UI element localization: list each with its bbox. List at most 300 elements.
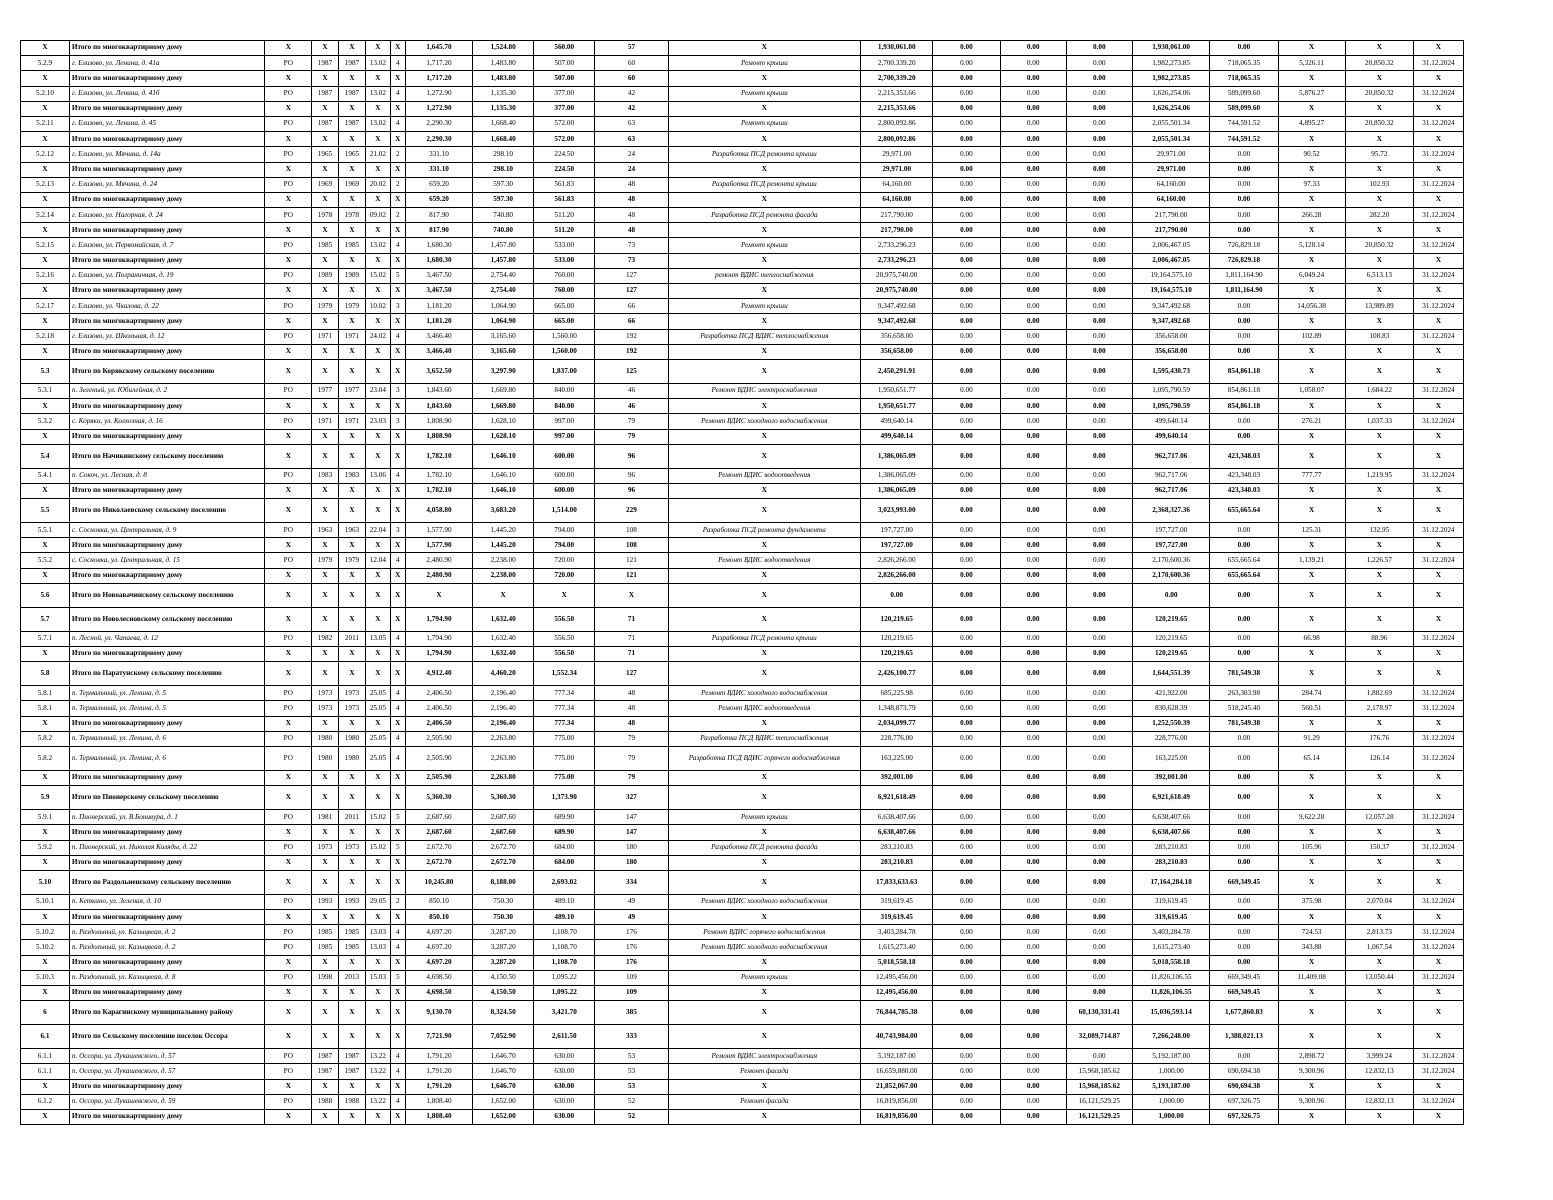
total-cost-cell: 392,001.00: [861, 770, 933, 785]
address-cell: Итого по многоквартирному дому: [69, 132, 265, 147]
row-number-cell: X: [21, 1079, 70, 1094]
residential-area-cell: 1,628.10: [473, 414, 534, 429]
residential-area-cell: 1,646.70: [473, 1064, 534, 1079]
roof-area-cell: 507.00: [534, 56, 595, 71]
deadline-cell: 31.12.2024: [1413, 701, 1463, 716]
total-area-cell: 659.20: [405, 177, 472, 192]
regional-funds-cell: 0.00: [1000, 468, 1066, 483]
federal-funds-cell: 0.00: [933, 177, 1000, 192]
total-area-cell: 1,782.10: [405, 444, 472, 468]
owner-type-cell: X: [265, 499, 312, 523]
other-funds-cell: 0.00: [1210, 344, 1278, 359]
regional-funds-cell: 0.00: [1000, 731, 1066, 746]
row-number-cell: 5.9: [21, 786, 70, 810]
deadline-cell: 31.12.2024: [1413, 208, 1463, 223]
other-funds-cell: 0.00: [1210, 731, 1278, 746]
federal-funds-cell: 0.00: [933, 716, 1000, 731]
row-number-cell: X: [21, 568, 70, 583]
climate-zone-cell: X: [366, 786, 390, 810]
residential-area-cell: 1,483.80: [473, 56, 534, 71]
residential-area-cell: 2,672.70: [473, 855, 534, 870]
residents-cell: 48: [595, 701, 668, 716]
row-number-cell: 5.2.17: [21, 299, 70, 314]
local-funds-cell: 0.00: [1066, 329, 1132, 344]
residential-area-cell: 597.30: [473, 192, 534, 207]
year-commissioned-cell: 1988: [338, 1094, 365, 1109]
total-cost-cell: 2,426,100.77: [861, 662, 933, 686]
address-cell: п. Раздольный, ул. Казыцвеая, д. 2: [69, 940, 265, 955]
owner-type-cell: X: [265, 132, 312, 147]
year-built-cell: X: [312, 662, 338, 686]
residents-cell: 192: [595, 329, 668, 344]
floors-cell: X: [390, 429, 405, 444]
residential-area-cell: 1,135.30: [473, 101, 534, 116]
deadline-cell: X: [1413, 132, 1463, 147]
unit-cost-cell: X: [1278, 132, 1345, 147]
owner-type-cell: РО: [265, 925, 312, 940]
owner-funds-cell: 6,921,618.49: [1132, 786, 1209, 810]
total-cost-cell: 319,619.45: [861, 894, 933, 909]
year-commissioned-cell: X: [338, 444, 365, 468]
row-number-cell: 5.8.1: [21, 701, 70, 716]
climate-zone-cell: 13.05: [366, 631, 390, 646]
roof-area-cell: 561.83: [534, 177, 595, 192]
floors-cell: 2: [390, 177, 405, 192]
residential-area-cell: 740.80: [473, 208, 534, 223]
floors-cell: 4: [390, 746, 405, 770]
max-unit-cost-cell: X: [1345, 770, 1413, 785]
work-type-cell: Ремонт крыши: [668, 238, 860, 253]
local-funds-cell: 0.00: [1066, 71, 1132, 86]
local-funds-cell: 0.00: [1066, 731, 1132, 746]
roof-area-cell: 1,837.00: [534, 359, 595, 383]
roof-area-cell: 1,095.22: [534, 986, 595, 1001]
unit-cost-cell: 9,300.96: [1278, 1064, 1345, 1079]
work-type-cell: X: [668, 770, 860, 785]
residential-area-cell: 2,196.40: [473, 686, 534, 701]
total-area-cell: 331.10: [405, 147, 472, 162]
residents-cell: 46: [595, 383, 668, 398]
total-area-cell: 3,466.40: [405, 344, 472, 359]
roof-area-cell: 840.00: [534, 383, 595, 398]
deadline-cell: 31.12.2024: [1413, 925, 1463, 940]
regional-funds-cell: 0.00: [1000, 359, 1066, 383]
year-commissioned-cell: 1985: [338, 238, 365, 253]
regional-funds-cell: 0.00: [1000, 870, 1066, 894]
owner-type-cell: РО: [265, 1064, 312, 1079]
other-funds-cell: 726,829.18: [1210, 238, 1278, 253]
year-built-cell: X: [312, 41, 338, 56]
unit-cost-cell: X: [1278, 71, 1345, 86]
work-type-cell: Разработка ПСД ВДИС теплоснабжения: [668, 731, 860, 746]
floors-cell: X: [390, 910, 405, 925]
table-row: [21, 329, 1464, 344]
floors-cell: X: [390, 444, 405, 468]
climate-zone-cell: 22.04: [366, 523, 390, 538]
address-cell: Итого по многоквартирному дому: [69, 223, 265, 238]
climate-zone-cell: X: [366, 399, 390, 414]
work-type-cell: Ремонт крыши: [668, 810, 860, 825]
floors-cell: 5: [390, 840, 405, 855]
owner-type-cell: РО: [265, 414, 312, 429]
address-cell: Итого по многоквартирному дому: [69, 1109, 265, 1124]
other-funds-cell: 589,099.60: [1210, 101, 1278, 116]
year-built-cell: X: [312, 444, 338, 468]
year-built-cell: X: [312, 192, 338, 207]
residents-cell: 180: [595, 855, 668, 870]
address-cell: Итого по Корякскому сельскому поселению: [69, 359, 265, 383]
max-unit-cost-cell: 176.76: [1345, 731, 1413, 746]
other-funds-cell: 0.00: [1210, 810, 1278, 825]
max-unit-cost-cell: 108.83: [1345, 329, 1413, 344]
year-built-cell: 1985: [312, 940, 338, 955]
federal-funds-cell: 0.00: [933, 746, 1000, 770]
deadline-cell: 31.12.2024: [1413, 299, 1463, 314]
unit-cost-cell: X: [1278, 825, 1345, 840]
owner-type-cell: X: [265, 910, 312, 925]
year-commissioned-cell: 1978: [338, 208, 365, 223]
federal-funds-cell: 0.00: [933, 444, 1000, 468]
residential-area-cell: 1,457.80: [473, 238, 534, 253]
climate-zone-cell: 24.02: [366, 329, 390, 344]
year-commissioned-cell: X: [338, 716, 365, 731]
table-row: [21, 970, 1464, 985]
owner-type-cell: X: [265, 662, 312, 686]
deadline-cell: 31.12.2024: [1413, 86, 1463, 101]
work-type-cell: Ремонт крыши: [668, 86, 860, 101]
year-commissioned-cell: 1987: [338, 1049, 365, 1064]
work-type-cell: X: [668, 568, 860, 583]
climate-zone-cell: 13.02: [366, 116, 390, 131]
climate-zone-cell: X: [366, 101, 390, 116]
row-number-cell: 5.8.2: [21, 731, 70, 746]
unit-cost-cell: 105.96: [1278, 840, 1345, 855]
other-funds-cell: 655,665.64: [1210, 568, 1278, 583]
residential-area-cell: 5,360.30: [473, 786, 534, 810]
total-area-cell: 4,912.40: [405, 662, 472, 686]
work-type-cell: X: [668, 910, 860, 925]
roof-area-cell: 533.00: [534, 238, 595, 253]
row-number-cell: 5.2.13: [21, 177, 70, 192]
year-commissioned-cell: 1980: [338, 746, 365, 770]
federal-funds-cell: 0.00: [933, 910, 1000, 925]
address-cell: п. Оссора, ул. Лукашевского, д. 57: [69, 1049, 265, 1064]
residential-area-cell: 2,754.40: [473, 268, 534, 283]
residential-area-cell: 1,632.40: [473, 607, 534, 631]
house-total-row: [21, 132, 1464, 147]
roof-area-cell: 794.00: [534, 523, 595, 538]
owner-type-cell: X: [265, 192, 312, 207]
local-funds-cell: 0.00: [1066, 177, 1132, 192]
floors-cell: 4: [390, 1064, 405, 1079]
unit-cost-cell: X: [1278, 986, 1345, 1001]
row-number-cell: X: [21, 825, 70, 840]
residential-area-cell: 1,445.20: [473, 538, 534, 553]
local-funds-cell: 0.00: [1066, 414, 1132, 429]
total-cost-cell: 64,160.00: [861, 192, 933, 207]
owner-funds-cell: 1,615,273.40: [1132, 940, 1209, 955]
owner-funds-cell: 120,219.65: [1132, 647, 1209, 662]
regional-funds-cell: 0.00: [1000, 86, 1066, 101]
residents-cell: 71: [595, 607, 668, 631]
max-unit-cost-cell: 150.37: [1345, 840, 1413, 855]
roof-area-cell: 2,693.02: [534, 870, 595, 894]
other-funds-cell: 0.00: [1210, 607, 1278, 631]
owner-type-cell: РО: [265, 268, 312, 283]
regional-funds-cell: 0.00: [1000, 41, 1066, 56]
floors-cell: 4: [390, 925, 405, 940]
unit-cost-cell: 102.89: [1278, 329, 1345, 344]
year-built-cell: X: [312, 359, 338, 383]
residents-cell: 147: [595, 810, 668, 825]
residents-cell: 96: [595, 483, 668, 498]
address-cell: Итого по Раздольненскому сельскому поселению: [69, 870, 265, 894]
year-commissioned-cell: 1993: [338, 894, 365, 909]
residents-cell: 53: [595, 1049, 668, 1064]
other-funds-cell: 744,591.52: [1210, 116, 1278, 131]
climate-zone-cell: X: [366, 359, 390, 383]
roof-area-cell: 377.00: [534, 86, 595, 101]
floors-cell: X: [390, 662, 405, 686]
work-type-cell: Разработка ПСД ремонта крыши: [668, 177, 860, 192]
local-funds-cell: 16,121,529.25: [1066, 1109, 1132, 1124]
year-built-cell: X: [312, 870, 338, 894]
row-number-cell: X: [21, 647, 70, 662]
year-built-cell: X: [312, 429, 338, 444]
row-number-cell: X: [21, 910, 70, 925]
total-area-cell: 1,808.90: [405, 414, 472, 429]
floors-cell: X: [390, 955, 405, 970]
year-commissioned-cell: X: [338, 955, 365, 970]
deadline-cell: X: [1413, 483, 1463, 498]
total-area-cell: 2,406.50: [405, 686, 472, 701]
table-row: [21, 208, 1464, 223]
house-total-row: [21, 825, 1464, 840]
residential-area-cell: 4,150.50: [473, 986, 534, 1001]
deadline-cell: 31.12.2024: [1413, 523, 1463, 538]
residents-cell: 48: [595, 208, 668, 223]
section-total-row: [21, 499, 1464, 523]
other-funds-cell: 0.00: [1210, 41, 1278, 56]
regional-funds-cell: 0.00: [1000, 177, 1066, 192]
regional-funds-cell: 0.00: [1000, 894, 1066, 909]
address-cell: Итого по многоквартирному дому: [69, 825, 265, 840]
year-built-cell: 1987: [312, 56, 338, 71]
owner-funds-cell: 392,001.00: [1132, 770, 1209, 785]
regional-funds-cell: 0.00: [1000, 56, 1066, 71]
year-commissioned-cell: 1971: [338, 414, 365, 429]
other-funds-cell: 669,349.45: [1210, 870, 1278, 894]
residents-cell: 96: [595, 444, 668, 468]
year-commissioned-cell: 1979: [338, 553, 365, 568]
deadline-cell: 31.12.2024: [1413, 177, 1463, 192]
owner-type-cell: X: [265, 647, 312, 662]
owner-type-cell: X: [265, 1001, 312, 1025]
total-area-cell: 1,717.20: [405, 71, 472, 86]
other-funds-cell: 690,694.38: [1210, 1079, 1278, 1094]
work-type-cell: X: [668, 607, 860, 631]
year-built-cell: 1969: [312, 177, 338, 192]
federal-funds-cell: 0.00: [933, 870, 1000, 894]
total-area-cell: 1,794.90: [405, 631, 472, 646]
federal-funds-cell: 0.00: [933, 41, 1000, 56]
year-commissioned-cell: X: [338, 870, 365, 894]
total-area-cell: 817.90: [405, 208, 472, 223]
floors-cell: X: [390, 647, 405, 662]
address-cell: Итого по Карагинскому муниципальному району: [69, 1001, 265, 1025]
local-funds-cell: 0.00: [1066, 553, 1132, 568]
table-row: [21, 147, 1464, 162]
residents-cell: 109: [595, 970, 668, 985]
federal-funds-cell: 0.00: [933, 116, 1000, 131]
local-funds-cell: 0.00: [1066, 786, 1132, 810]
climate-zone-cell: X: [366, 770, 390, 785]
roof-area-cell: 3,421.70: [534, 1001, 595, 1025]
residents-cell: 57: [595, 41, 668, 56]
row-number-cell: 6.1: [21, 1025, 70, 1049]
floors-cell: X: [390, 825, 405, 840]
owner-type-cell: X: [265, 429, 312, 444]
max-unit-cost-cell: X: [1345, 429, 1413, 444]
climate-zone-cell: X: [366, 607, 390, 631]
address-cell: п. Кеткино, ул. Зеленая, д. 10: [69, 894, 265, 909]
total-cost-cell: 20,975,740.00: [861, 284, 933, 299]
row-number-cell: X: [21, 399, 70, 414]
total-area-cell: 1,181.20: [405, 314, 472, 329]
total-area-cell: 2,505.90: [405, 770, 472, 785]
year-built-cell: X: [312, 716, 338, 731]
unit-cost-cell: X: [1278, 41, 1345, 56]
row-number-cell: X: [21, 162, 70, 177]
residential-area-cell: 1,064.90: [473, 299, 534, 314]
row-number-cell: X: [21, 483, 70, 498]
regional-funds-cell: 0.00: [1000, 970, 1066, 985]
climate-zone-cell: X: [366, 253, 390, 268]
regional-funds-cell: 0.00: [1000, 238, 1066, 253]
address-cell: Итого по многоквартирному дому: [69, 41, 265, 56]
max-unit-cost-cell: 2,178.97: [1345, 701, 1413, 716]
roof-area-cell: 1,514.00: [534, 499, 595, 523]
regional-funds-cell: 0.00: [1000, 940, 1066, 955]
roof-area-cell: 1,108.70: [534, 940, 595, 955]
max-unit-cost-cell: X: [1345, 1001, 1413, 1025]
total-cost-cell: 120,219.65: [861, 631, 933, 646]
other-funds-cell: 0.00: [1210, 631, 1278, 646]
climate-zone-cell: X: [366, 825, 390, 840]
regional-funds-cell: 0.00: [1000, 483, 1066, 498]
table-row: [21, 840, 1464, 855]
owner-type-cell: X: [265, 41, 312, 56]
year-built-cell: X: [312, 647, 338, 662]
year-built-cell: X: [312, 568, 338, 583]
federal-funds-cell: 0.00: [933, 1064, 1000, 1079]
floors-cell: X: [390, 223, 405, 238]
roof-area-cell: 775.00: [534, 746, 595, 770]
owner-type-cell: X: [265, 538, 312, 553]
owner-funds-cell: 356,658.00: [1132, 344, 1209, 359]
federal-funds-cell: 0.00: [933, 101, 1000, 116]
deadline-cell: 31.12.2024: [1413, 553, 1463, 568]
unit-cost-cell: X: [1278, 359, 1345, 383]
residential-area-cell: 597.30: [473, 177, 534, 192]
house-total-row: [21, 1079, 1464, 1094]
year-commissioned-cell: 1989: [338, 268, 365, 283]
climate-zone-cell: 25.05: [366, 746, 390, 770]
year-built-cell: 1979: [312, 299, 338, 314]
floors-cell: 4: [390, 686, 405, 701]
residential-area-cell: 1,628.10: [473, 429, 534, 444]
deadline-cell: X: [1413, 101, 1463, 116]
climate-zone-cell: 13.22: [366, 1064, 390, 1079]
residential-area-cell: 1,669.80: [473, 383, 534, 398]
address-cell: г. Елизово, ул. Мячина, д. 24: [69, 177, 265, 192]
year-built-cell: 1979: [312, 553, 338, 568]
floors-cell: 5: [390, 970, 405, 985]
roof-area-cell: 794.00: [534, 538, 595, 553]
local-funds-cell: 0.00: [1066, 583, 1132, 607]
residents-cell: 192: [595, 344, 668, 359]
total-cost-cell: 120,219.65: [861, 647, 933, 662]
deadline-cell: 31.12.2024: [1413, 810, 1463, 825]
row-number-cell: 5.10: [21, 870, 70, 894]
year-built-cell: 1980: [312, 746, 338, 770]
deadline-cell: X: [1413, 910, 1463, 925]
year-built-cell: X: [312, 538, 338, 553]
total-area-cell: 2,406.50: [405, 716, 472, 731]
year-built-cell: 1971: [312, 329, 338, 344]
owner-type-cell: X: [265, 1079, 312, 1094]
work-type-cell: X: [668, 399, 860, 414]
table-row: [21, 1049, 1464, 1064]
deadline-cell: X: [1413, 344, 1463, 359]
year-built-cell: 1983: [312, 468, 338, 483]
other-funds-cell: 1,811,164.90: [1210, 284, 1278, 299]
total-area-cell: 1,791.20: [405, 1064, 472, 1079]
regional-funds-cell: 0.00: [1000, 1001, 1066, 1025]
residents-cell: 180: [595, 840, 668, 855]
deadline-cell: X: [1413, 41, 1463, 56]
deadline-cell: X: [1413, 538, 1463, 553]
owner-type-cell: РО: [265, 701, 312, 716]
year-commissioned-cell: 2013: [338, 970, 365, 985]
floors-cell: X: [390, 344, 405, 359]
work-type-cell: X: [668, 284, 860, 299]
year-built-cell: X: [312, 253, 338, 268]
floors-cell: X: [390, 41, 405, 56]
address-cell: Итого по многоквартирному дому: [69, 955, 265, 970]
total-area-cell: 4,697.20: [405, 940, 472, 955]
residents-cell: 108: [595, 538, 668, 553]
floors-cell: X: [390, 1079, 405, 1094]
regional-funds-cell: 0.00: [1000, 538, 1066, 553]
table-row: [21, 116, 1464, 131]
regional-funds-cell: 0.00: [1000, 147, 1066, 162]
year-commissioned-cell: X: [338, 483, 365, 498]
address-cell: Итого по многоквартирному дому: [69, 910, 265, 925]
residents-cell: 46: [595, 399, 668, 414]
row-number-cell: X: [21, 955, 70, 970]
owner-funds-cell: 64,160.00: [1132, 177, 1209, 192]
year-built-cell: X: [312, 855, 338, 870]
row-number-cell: 5.2.11: [21, 116, 70, 131]
year-built-cell: 1987: [312, 86, 338, 101]
owner-type-cell: РО: [265, 56, 312, 71]
other-funds-cell: 1,677,860.83: [1210, 1001, 1278, 1025]
regional-funds-cell: 0.00: [1000, 1109, 1066, 1124]
year-built-cell: 1987: [312, 1064, 338, 1079]
owner-funds-cell: 962,717.06: [1132, 483, 1209, 498]
residents-cell: 66: [595, 299, 668, 314]
